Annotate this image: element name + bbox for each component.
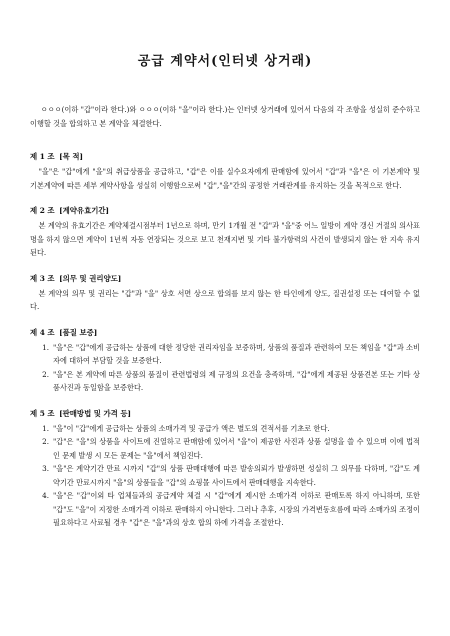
- article-2-heading: [계약유효기간]: [59, 206, 109, 215]
- article-2-body: 본 계약의 유효기간은 계약체결시점부터 1년으로 하며, 만기 1개월 전 "갑"과 "을"중 어느 일방이 계약 갱신 거절의 의사표명을 하지 않으면 계약이 1년씩 자동 연장되는 것으로 보고 천재지변 및 기타 불가항력의 사건이 발생되지 않는 한 지속 유지된다.: [30, 221, 420, 257]
- article-3-heading: [의무 및 권리양도]: [59, 273, 122, 283]
- article-1-heading: [목 적]: [59, 152, 84, 161]
- article-3-title: [30, 272, 420, 285]
- article-2-title: [30, 204, 420, 217]
- list-item: [30, 462, 420, 489]
- item-text: "을"이 "갑"에게 공급하는 상품의 소매가격 및 공급가 액은 별도의 견적서를 기초로 한다.: [53, 423, 330, 433]
- article-2-number: 제 2 조: [30, 206, 55, 215]
- article-3-number: 제 3 조: [30, 273, 55, 283]
- list-item: [30, 435, 420, 462]
- article-1-title: [30, 150, 420, 163]
- article-2: [30, 204, 420, 260]
- article-1-number: 제 1 조: [30, 152, 55, 161]
- article-4-items: [30, 341, 420, 395]
- intro-paragraph: ㅇㅇㅇ(이하 "갑"이라 한다.)와 ㅇㅇㅇ(이하 "을"이라 한다.)는 인터넷 상거래에 있어서 다음의 각 조항을 성실히 준수하고 이행할 것을 합의하고 본 계약을 체결한다.: [30, 105, 420, 128]
- article-4-heading: [품질 보증]: [59, 327, 98, 337]
- item-number: 2.: [42, 369, 49, 379]
- item-text: "을"은 본 계약에 따른 상품의 품질이 관련법령의 제 규정의 요건을 충족하며, "갑"에게 제공된 상품견본 또는 기타 상품사진과 동일함을 보증한다.: [53, 369, 420, 392]
- article-3-body: 본 계약의 의무 및 권리는 "갑"과 "을" 상호 서면 상으로 합의를 보지 않는 한 타인에게 양도, 질권설정 또는 대여할 수 없다.: [30, 288, 420, 311]
- list-item: [30, 422, 420, 436]
- article-5: [30, 407, 420, 530]
- item-number: 1.: [42, 423, 49, 433]
- article-5-number: 제 5 조: [30, 408, 55, 418]
- article-5-items: [30, 422, 420, 530]
- item-number: 4.: [42, 491, 49, 500]
- article-5-heading: [판매방법 및 가격 등]: [59, 408, 131, 418]
- list-item: [30, 489, 420, 530]
- article-1-body: "을"은 "갑"에게 "을"의 취급상품을 공급하고, "갑"은 이를 실수요자에게 판매함에 있어서 "갑"과 "을"은 이 기본계약 및 기본계약에 따른 세부 계약사항을 성실히 이행함으로써 "갑","을"간의 공정한 거래관계를 유지하는 것을 목적으로 한다.: [30, 167, 420, 190]
- item-text: "갑"은 "을"의 상품을 사이트에 진열하고 판매함에 있어서 "을"이 제공한 사진과 상품 설명을 쓸 수 있으며 이에 법적인 문제 발생 시 모든 문제는 "을"에서 책임진다.: [53, 437, 420, 460]
- article-4-number: 제 4 조: [30, 327, 55, 337]
- article-5-title: [30, 407, 420, 420]
- item-text: "을"은 "갑"이외 타 업체들과의 공급계약 체결 시 "갑"에게 제시한 소매가격 이하로 판매토록 하지 아니하며, 또한 "갑"도 "을"이 지정한 소매가격 이하로 판매하지 아니한다. 그러나 추후, 시장의 가격변동흐름에 따라 소매가의 조정이 필요하다고 사료될 경우 "갑"은 "을"과의 상호 합의 하에 가격을 조절한다.: [53, 491, 420, 527]
- item-text: "을"은 계약기간 만료 시까지 "갑"의 상품 판매대행에 따른 발송의뢰가 발생하면 성실히 그 의무를 다하며, "갑"도 계약기간 만료시까지 "을"의 상품들을 "갑"의 쇼핑몰 사이트에서 판매대행을 지속한다.: [53, 464, 420, 487]
- item-number: 1.: [42, 342, 49, 352]
- article-3: [30, 272, 420, 314]
- article-1: [30, 150, 420, 192]
- item-text: "을"은 "갑"에게 공급하는 상품에 대한 정당한 권리자임을 보증하며, 상품의 품질과 관련하여 모든 책임을 "갑"과 소비자에 대하여 부담할 것을 보증한다.: [53, 342, 420, 365]
- list-item: [30, 368, 420, 395]
- item-number: 3.: [42, 464, 49, 473]
- list-item: [30, 341, 420, 368]
- article-4: [30, 326, 420, 395]
- document-title: 공급 계약서(인터넷 상거래): [137, 54, 313, 69]
- article-4-title: [30, 326, 420, 339]
- item-number: 2.: [42, 437, 49, 446]
